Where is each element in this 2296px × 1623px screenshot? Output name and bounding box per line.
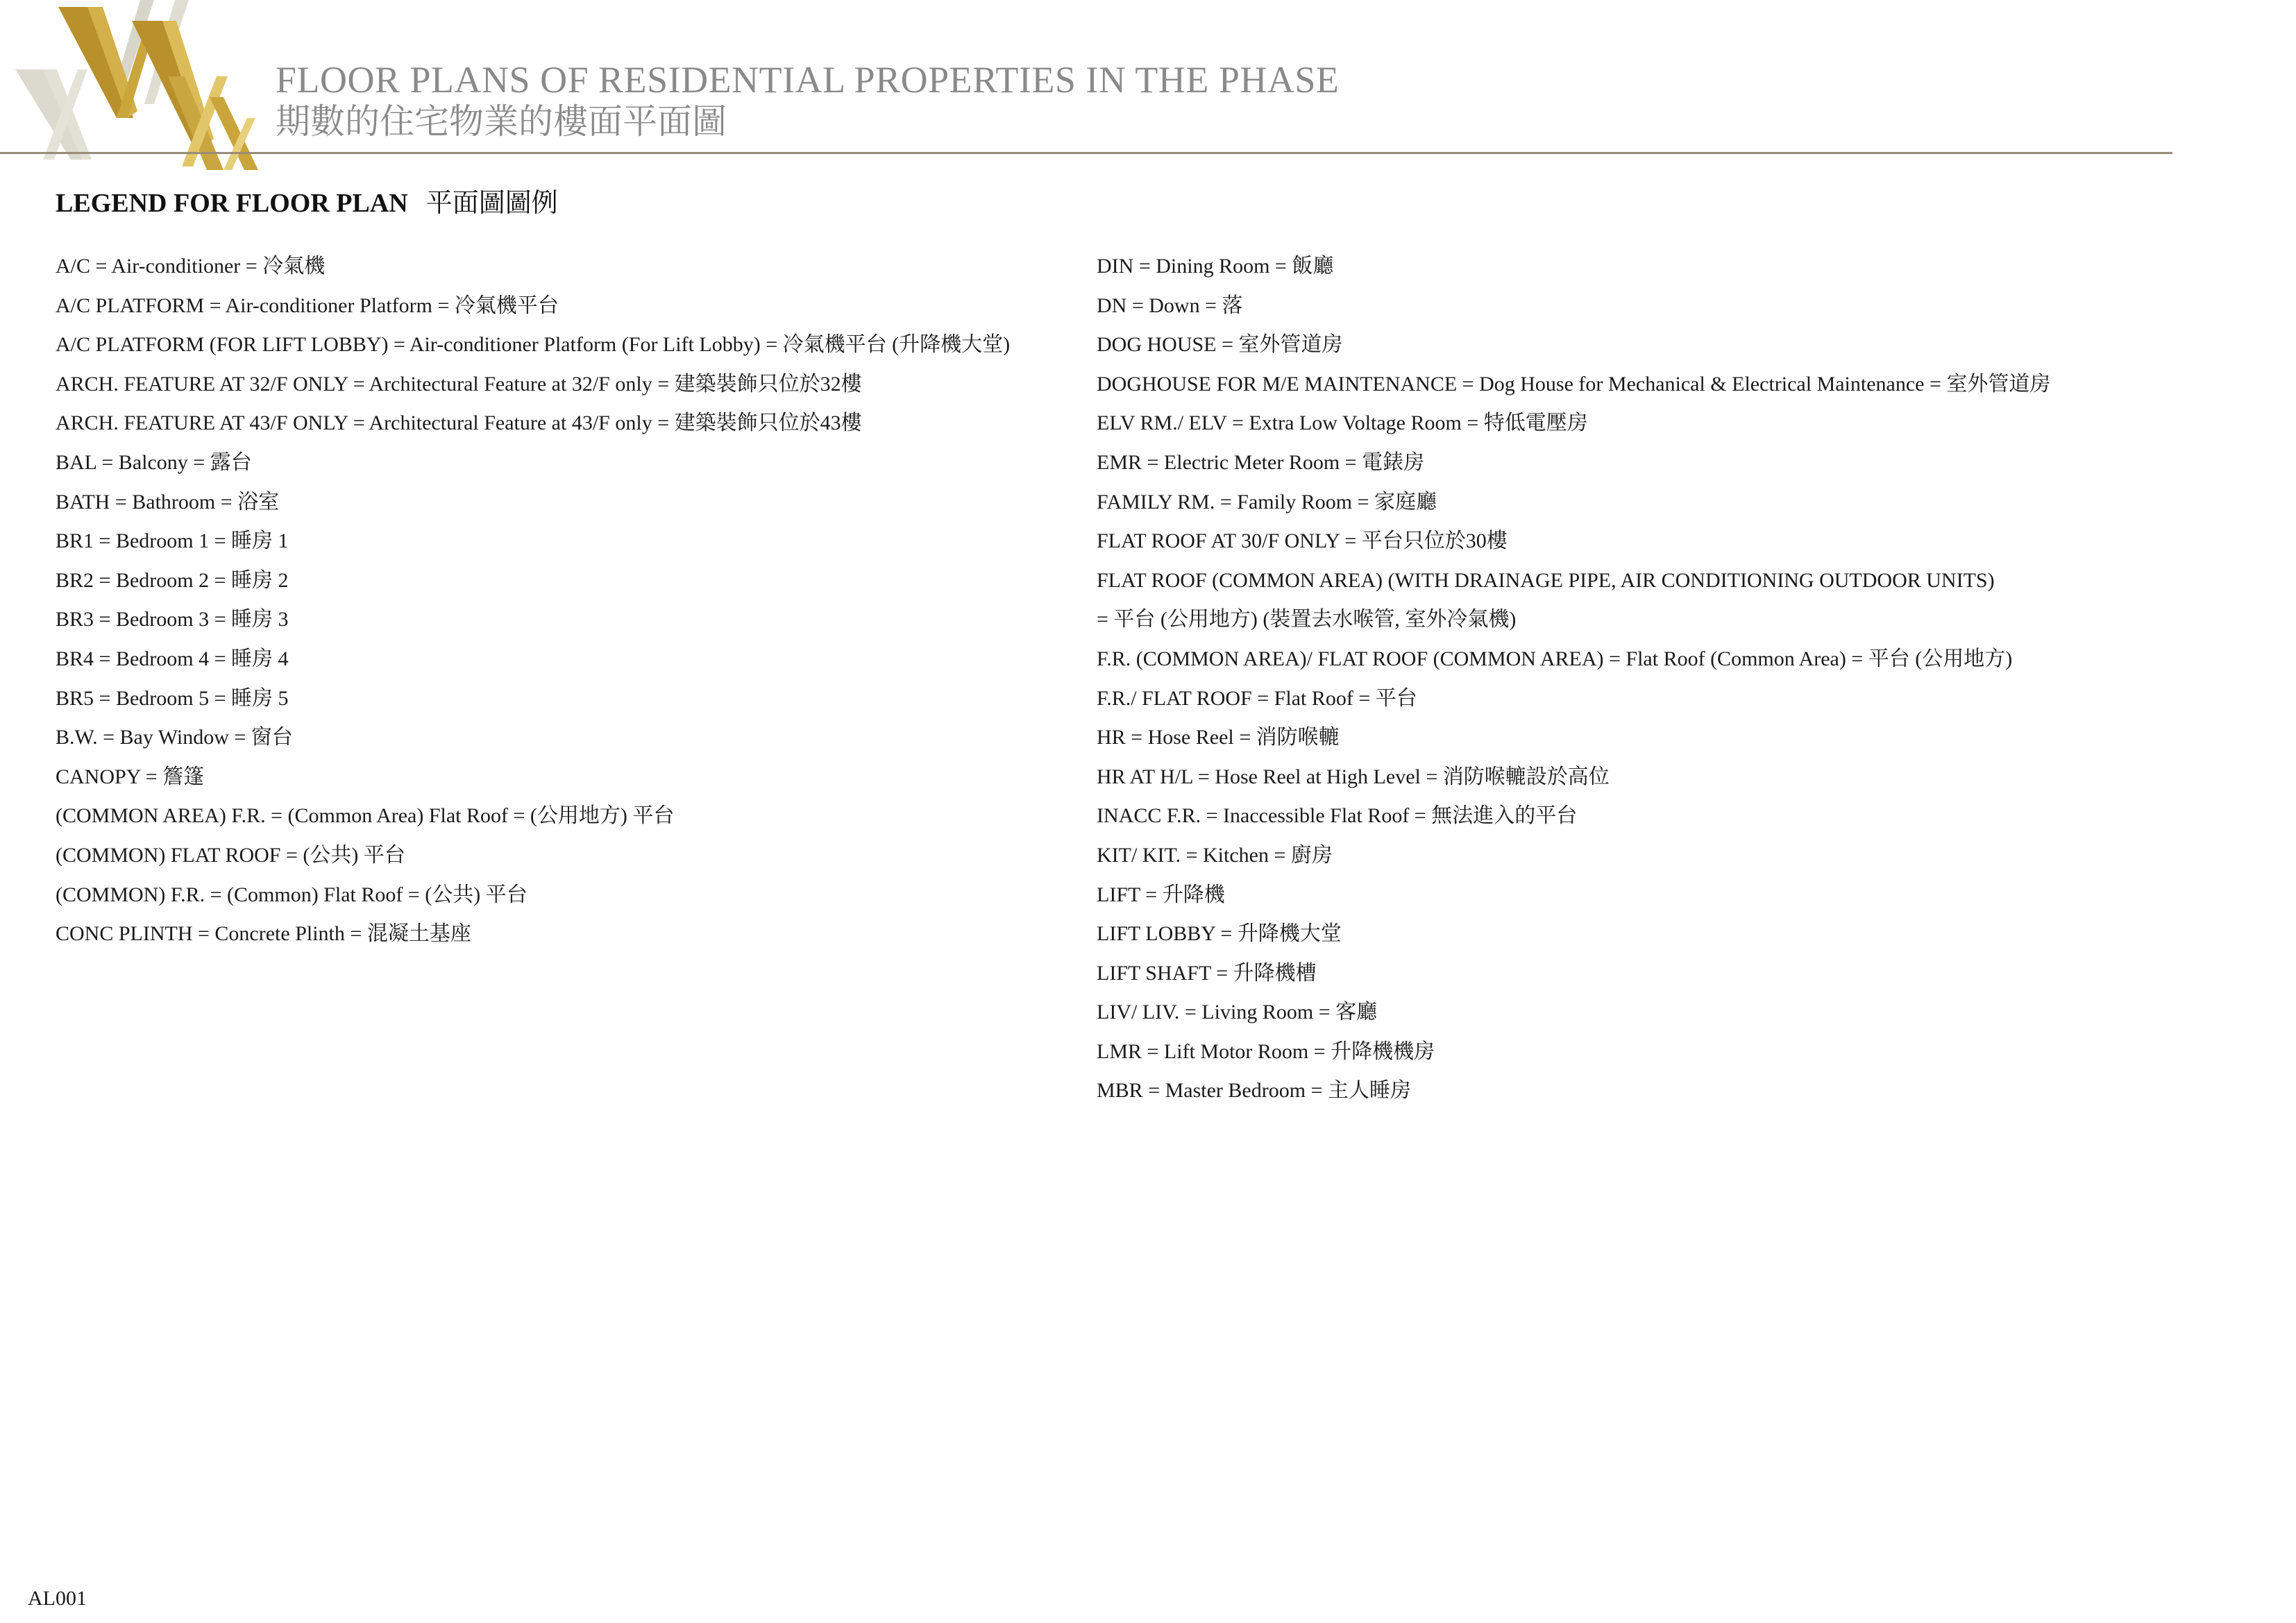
- legend-list-left: [56, 250, 1010, 957]
- legend-item: INACC F.R. = Inaccessible Flat Roof = 無法進入的平台: [1097, 804, 1578, 828]
- legend-item: ARCH. FEATURE AT 43/F ONLY = Architectural Feature at 43/F only = 建築裝飾只位於43樓: [56, 411, 862, 435]
- legend-item: LIFT LOBBY = 升降機大堂: [1097, 922, 1342, 946]
- legend-item: F.R. (COMMON AREA)/ FLAT ROOF (COMMON AREA) = Flat Roof (Common Area) = 平台 (公用地方): [1097, 647, 2013, 670]
- legend-item: LMR = Lift Motor Room = 升降機機房: [1097, 1039, 1435, 1063]
- legend-item: LIFT SHAFT = 升降機槽: [1097, 961, 1317, 985]
- legend-heading: [56, 186, 558, 221]
- legend-item: (COMMON) FLAT ROOF = (公共) 平台: [56, 843, 405, 867]
- legend-item: BAL = Balcony = 露台: [56, 450, 252, 474]
- legend-heading-zh: 平面圖圖例: [425, 189, 558, 218]
- legend-item: DN = Down = 落: [1097, 294, 1243, 317]
- legend-item: (COMMON AREA) F.R. = (Common Area) Flat Roof = (公用地方) 平台: [56, 804, 675, 828]
- legend-item: MBR = Master Bedroom = 主人睡房: [1097, 1079, 1411, 1103]
- legend-item: DOGHOUSE FOR M/E MAINTENANCE = Dog House for Mechanical & Electrical Maintenance = 室外管道房: [1097, 372, 2051, 396]
- legend-item: LIV/ LIV. = Living Room = 客廳: [1097, 1001, 1378, 1024]
- header-divider: [0, 152, 2172, 154]
- legend-item: A/C PLATFORM (FOR LIFT LOBBY) = Air-conditioner Platform (For Lift Lobby) = 冷氣機平台 (升降機大堂): [56, 333, 1011, 357]
- legend-item: A/C PLATFORM = Air-conditioner Platform = 冷氣機平台: [56, 294, 559, 317]
- legend-item: A/C = Air-conditioner = 冷氣機: [56, 255, 326, 278]
- legend-item: BR1 = Bedroom 1 = 睡房 1: [56, 529, 289, 553]
- legend-item: (COMMON) F.R. = (Common) Flat Roof = (公共) 平台: [56, 883, 527, 906]
- page-title: FLOOR PLANS OF RESIDENTIAL PROPERTIES IN THE PHASE: [276, 59, 1340, 101]
- legend-item: FLAT ROOF AT 30/F ONLY = 平台只位於30樓: [1097, 529, 1508, 553]
- legend-heading-en: LEGEND FOR FLOOR PLAN: [56, 189, 408, 218]
- wm-logo-icon: [15, 0, 279, 173]
- page-code: AL001: [28, 1587, 87, 1610]
- legend-item-continuation: = 平台 (公用地方) (裝置去水喉管, 室外冷氣機): [1097, 608, 1517, 631]
- legend-item: ELV RM./ ELV = Extra Low Voltage Room = 特低電壓房: [1097, 411, 1588, 435]
- legend-item: BR5 = Bedroom 5 = 睡房 5: [56, 686, 289, 710]
- legend-item: BR2 = Bedroom 2 = 睡房 2: [56, 568, 289, 592]
- legend-item: FLAT ROOF (COMMON AREA) (WITH DRAINAGE PIPE, AIR CONDITIONING OUTDOOR UNITS): [1097, 568, 1995, 592]
- legend-item: ARCH. FEATURE AT 32/F ONLY = Architectural Feature at 32/F only = 建築裝飾只位於32樓: [56, 372, 862, 396]
- legend-item: BATH = Bathroom = 浴室: [56, 490, 280, 513]
- page-subtitle-zh: 期數的住宅物業的樓面平面圖: [276, 102, 727, 141]
- legend-item: FAMILY RM. = Family Room = 家庭廳: [1097, 490, 1437, 513]
- legend-item: F.R./ FLAT ROOF = Flat Roof = 平台: [1097, 686, 1417, 710]
- legend-list-right: [1097, 250, 2050, 1114]
- legend-item: KIT/ KIT. = Kitchen = 廚房: [1097, 843, 1333, 867]
- legend-item: HR AT H/L = Hose Reel at High Level = 消防喉轆設於高位: [1097, 765, 1610, 788]
- wm-logo: [15, 0, 279, 173]
- legend-item: HR = Hose Reel = 消防喉轆: [1097, 726, 1340, 749]
- legend-item: LIFT = 升降機: [1097, 883, 1225, 906]
- legend-item: CANOPY = 簷篷: [56, 765, 205, 788]
- legend-item: DIN = Dining Room = 飯廳: [1097, 255, 1334, 278]
- legend-item: BR3 = Bedroom 3 = 睡房 3: [56, 608, 289, 631]
- legend-item: EMR = Electric Meter Room = 電錶房: [1097, 450, 1425, 474]
- legend-item: DOG HOUSE = 室外管道房: [1097, 333, 1343, 357]
- legend-item: CONC PLINTH = Concrete Plinth = 混凝土基座: [56, 922, 471, 946]
- legend-item: B.W. = Bay Window = 窗台: [56, 726, 293, 749]
- legend-item: BR4 = Bedroom 4 = 睡房 4: [56, 647, 289, 670]
